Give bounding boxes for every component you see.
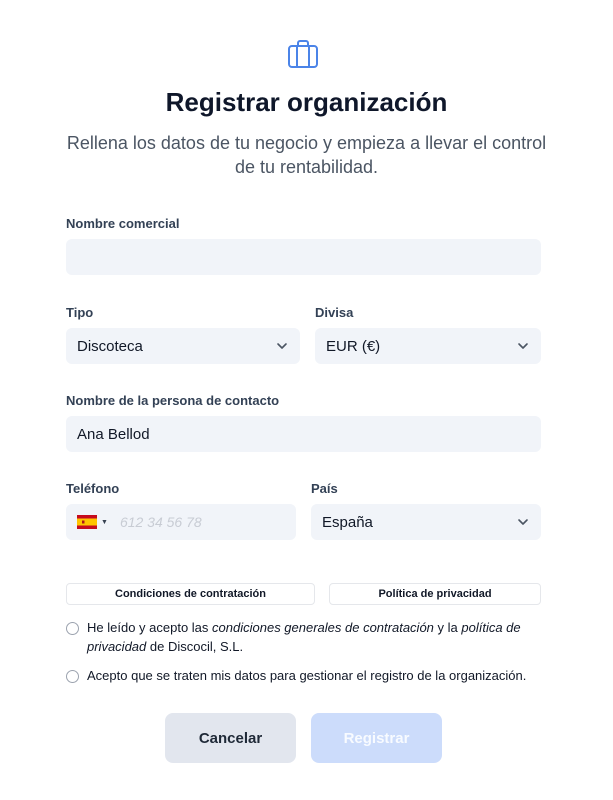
caret-down-icon: ▼	[101, 518, 108, 526]
privacy-link[interactable]: política de privacidad	[87, 620, 521, 654]
cancel-button[interactable]: Cancelar	[165, 713, 296, 763]
type-label: Tipo	[66, 305, 94, 320]
terms-consent-part2: y la	[433, 620, 462, 635]
type-select[interactable]	[66, 328, 300, 364]
terms-link[interactable]: condiciones generales de contratación	[212, 620, 434, 635]
briefcase-icon	[286, 37, 320, 71]
trade-name-label: Nombre comercial	[66, 216, 180, 231]
currency-select[interactable]	[315, 328, 541, 364]
spain-flag-icon	[77, 515, 97, 529]
type-value: Discoteca	[77, 337, 143, 355]
register-button[interactable]: Registrar	[311, 713, 442, 763]
trade-name-input[interactable]	[66, 239, 541, 275]
terms-consent-text	[87, 618, 537, 656]
page-title: Registrar organización	[165, 87, 448, 117]
country-code-selector[interactable]	[77, 515, 108, 529]
contact-name-value: Ana Bellod	[77, 425, 150, 443]
country-value: España	[322, 513, 373, 531]
data-consent-radio[interactable]	[66, 670, 79, 683]
chevron-down-icon	[517, 516, 529, 528]
phone-input[interactable]	[66, 504, 296, 540]
currency-label: Divisa	[315, 305, 354, 320]
data-consent-text: Acepto que se traten mis datos para gestionar el registro de la organización.	[87, 668, 527, 683]
chevron-down-icon	[517, 340, 529, 352]
country-select[interactable]	[311, 504, 541, 540]
terms-document-button[interactable]: Condiciones de contratación	[66, 583, 315, 605]
page-subtitle: Rellena los datos de tu negocio y empieza a llevar el control de tu rentabilidad.	[66, 133, 547, 177]
terms-consent-part3: de Discocil, S.L.	[146, 639, 244, 654]
contact-name-label: Nombre de la persona de contacto	[66, 393, 280, 408]
privacy-document-button[interactable]: Política de privacidad	[329, 583, 541, 605]
currency-value: EUR (€)	[326, 337, 381, 355]
country-label: País	[311, 481, 338, 496]
phone-placeholder: 612 34 56 78	[119, 514, 202, 530]
terms-consent-radio[interactable]	[66, 622, 79, 635]
terms-consent-part1: He leído y acepto las	[87, 620, 213, 635]
phone-label: Teléfono	[66, 481, 120, 496]
contact-name-input[interactable]	[66, 416, 541, 452]
chevron-down-icon	[276, 340, 288, 352]
